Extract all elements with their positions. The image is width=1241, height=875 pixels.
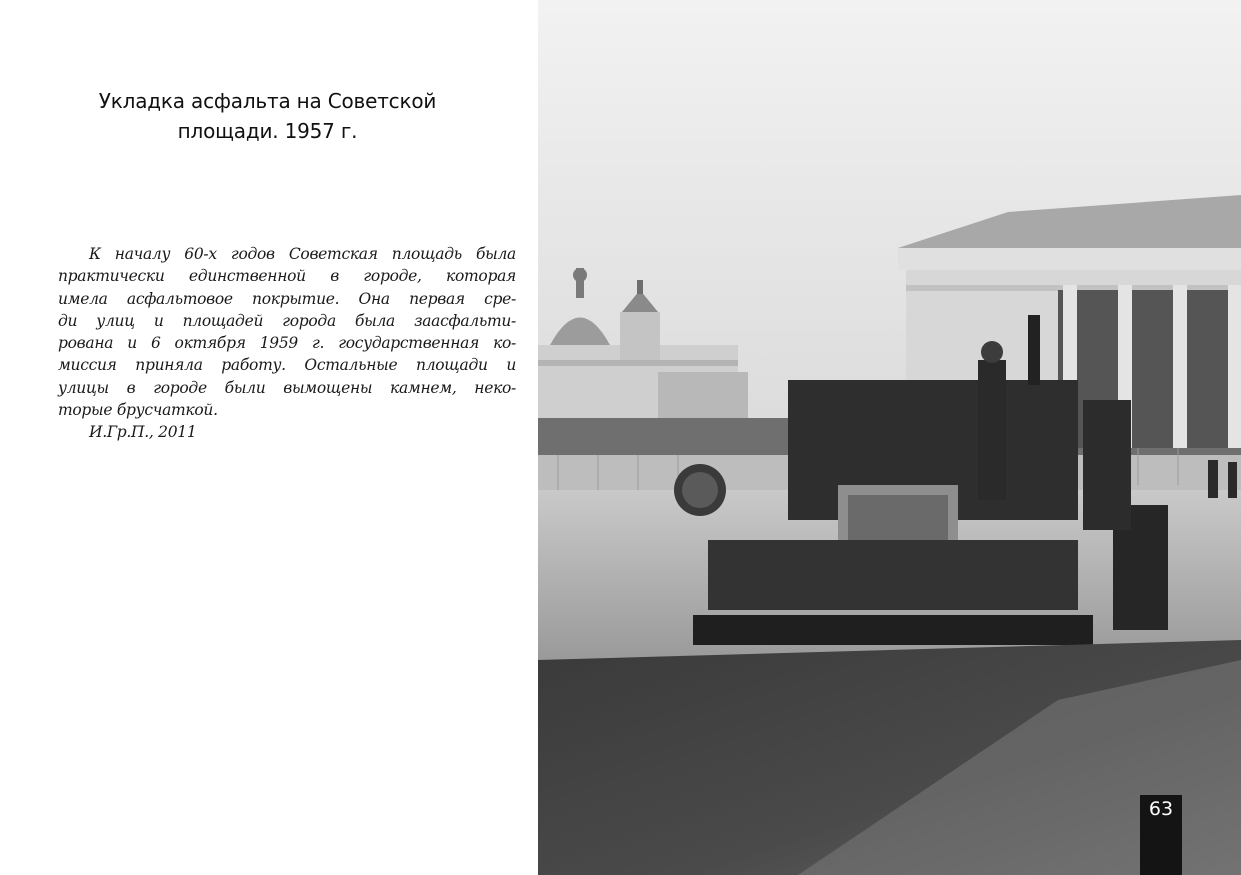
body-line: практически единственной в городе, которая <box>58 267 516 286</box>
page-number: 63 <box>1140 795 1182 875</box>
body-line: К началу 60-х годов Советская площадь была <box>89 245 516 263</box>
historical-photo <box>538 0 1241 875</box>
body-line: улицы в городе были вымощены камнем, неко- <box>58 378 516 397</box>
body-line: рована и 6 октября 1959 г. государственная ко- <box>58 334 516 353</box>
body-line: ди улиц и площадей города была заасфальти- <box>58 311 516 330</box>
body-line: имела асфальтовое покрытие. Она первая сре- <box>58 289 516 308</box>
author-signature: И.Гр.П., 2011 <box>89 423 197 442</box>
body-line: миссия приняла работу. Остальные площади и <box>58 356 516 375</box>
body-line: торые брусчаткой. <box>58 401 218 420</box>
photo-caption <box>60 86 475 146</box>
caption-line-2: площади. 1957 г. <box>177 119 358 143</box>
photo-illustration <box>538 0 1241 875</box>
caption-line-1: Укладка асфальта на Советской <box>98 89 437 113</box>
body-paragraph <box>58 243 516 444</box>
